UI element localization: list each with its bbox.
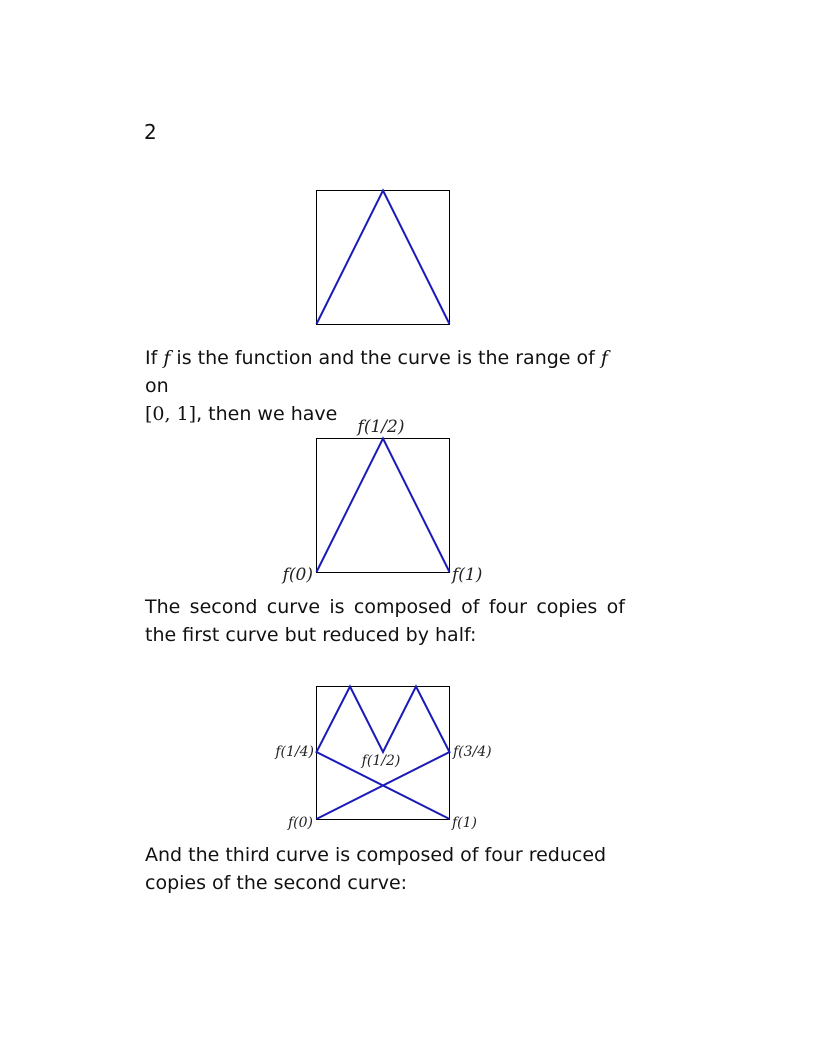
figure-3-label-center: f(1/2) — [361, 753, 401, 769]
figure-2-label-right: f(1) — [452, 565, 483, 585]
figure-2-label-left: f(0) — [282, 565, 313, 585]
p1-f1: f — [163, 347, 171, 369]
figure-3-label-right-mid: f(3/4) — [453, 744, 492, 760]
page-number: 2 — [144, 120, 157, 144]
figure-3-label-left-bottom: f(0) — [287, 815, 313, 831]
figure-2-label-top: f(1/2) — [357, 417, 405, 437]
p1-end: , then we have — [196, 403, 338, 425]
paragraph-2: The second curve is composed of four copies of the first curve but reduced by half: — [145, 596, 625, 646]
figure-3-label-right-bottom: f(1) — [452, 815, 478, 831]
p1-f2: f — [600, 347, 608, 369]
paragraph-3: And the third curve is composed of four reduced copies of the second curve: — [145, 844, 607, 894]
p1-pre: If — [145, 347, 164, 369]
p1-mid: is the function and the curve is the range of — [170, 347, 601, 369]
p1-post: on — [145, 375, 169, 397]
figure-3-label-left-mid: f(1/4) — [275, 744, 314, 760]
p1-interval: [0, 1] — [145, 403, 197, 425]
